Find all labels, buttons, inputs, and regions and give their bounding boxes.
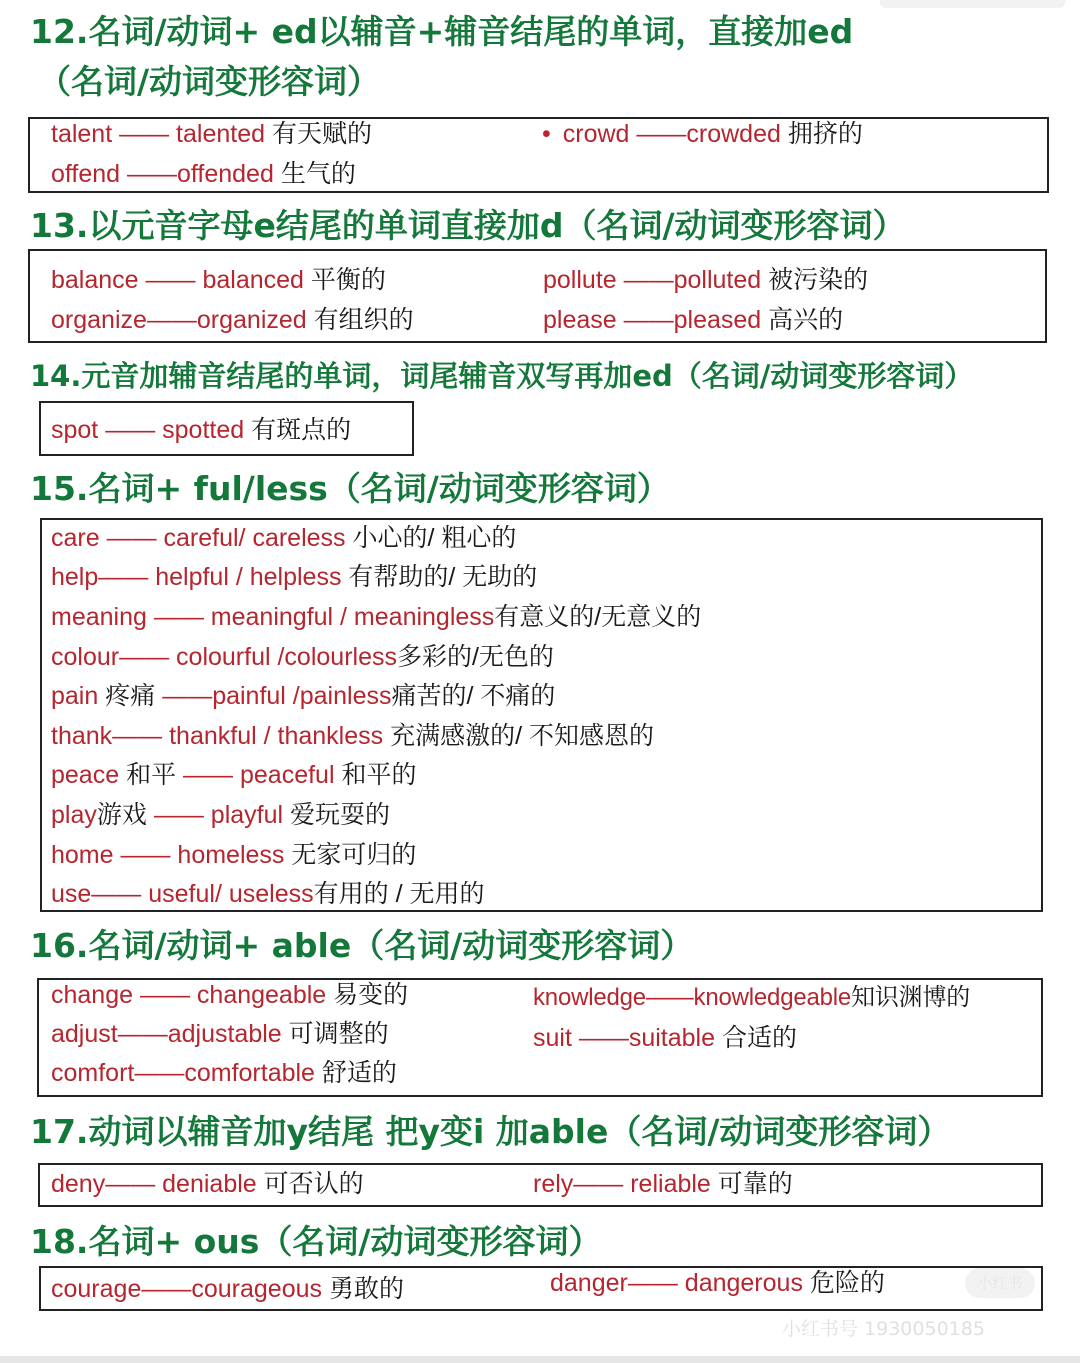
chinese-meaning: 高兴的 (768, 306, 844, 334)
section-13-box (28, 249, 1047, 343)
english-word: —— peaceful (183, 761, 335, 789)
list-item (51, 119, 372, 149)
english-word: balance —— balanced (51, 266, 304, 294)
list-item (51, 415, 351, 445)
english-word: danger—— dangerous (550, 1269, 803, 1297)
english-word: offend ——offended (51, 160, 274, 188)
chinese-meaning: 易变的 (333, 981, 409, 1009)
list-item (51, 760, 416, 790)
english-word: please ——pleased (543, 306, 762, 334)
section-18-box (39, 1266, 1043, 1311)
english-word: comfort——comfortable (51, 1059, 315, 1087)
chinese-meaning: 和平的 (341, 761, 417, 789)
english-word: ——painful /painless (162, 682, 392, 710)
chinese-meaning: 可否认的 (263, 1170, 364, 1198)
list-item (550, 1268, 885, 1298)
chinese-meaning: 平衡的 (310, 266, 386, 294)
list-item (51, 1058, 397, 1088)
chinese-meaning: 知识渊博的 (851, 984, 971, 1011)
english-word: rely—— reliable (533, 1170, 711, 1198)
english-word: adjust——adjustable (51, 1020, 282, 1048)
list-item (51, 562, 537, 592)
chinese-meaning: 有意义的/无意义的 (494, 603, 702, 631)
list-item (543, 305, 843, 335)
english-word: talent —— talented (51, 120, 266, 148)
chinese-meaning: 有天赋的 (271, 120, 372, 148)
english-word: help—— helpful / helpless (51, 563, 342, 591)
list-item (51, 879, 484, 909)
chinese-meaning: 多彩的/无色的 (396, 643, 554, 671)
list-item (51, 1274, 404, 1304)
english-word: care —— careful/ careless (51, 524, 346, 552)
list-item (51, 681, 555, 711)
chinese-meaning: 游戏 (96, 801, 147, 829)
section-17-heading: 17.动词以辅音加y结尾 把y变i 加able（名词/动词变形容词） (30, 1112, 951, 1151)
english-word: knowledge——knowledgeable (533, 984, 852, 1011)
section-17-box (38, 1163, 1043, 1207)
chinese-meaning: 合适的 (721, 1024, 797, 1052)
english-word: thank—— thankful / thankless (51, 722, 384, 750)
chinese-meaning: 和平 (126, 761, 177, 789)
bottom-edge (0, 1356, 1080, 1363)
list-item (543, 265, 868, 295)
english-word: pollute ——polluted (543, 266, 762, 294)
list-item (51, 602, 701, 632)
section-15-box (40, 518, 1043, 912)
english-word: home —— homeless (51, 841, 285, 869)
watermark-text: 小红书号 1930050185 (782, 1318, 985, 1340)
english-word: change —— changeable (51, 981, 327, 1009)
list-item (542, 119, 863, 149)
list-item (51, 800, 390, 830)
english-word: peace (51, 761, 120, 789)
bullet-icon: • (542, 120, 551, 148)
list-item (533, 983, 970, 1013)
chinese-meaning: 可调整的 (288, 1020, 389, 1048)
list-item (51, 265, 386, 295)
chinese-meaning: 勇敢的 (328, 1275, 404, 1303)
chinese-meaning: 可靠的 (717, 1170, 793, 1198)
section-13-heading: 13.以元音字母e结尾的单词直接加d（名词/动词变形容词） (30, 206, 906, 245)
chinese-meaning: 有组织的 (313, 306, 414, 334)
list-item (533, 1023, 797, 1053)
chinese-meaning: 爱玩耍的 (290, 801, 391, 829)
section-12-box (28, 117, 1049, 193)
watermark-logo: 小红书 (965, 1268, 1035, 1298)
section-14-box (39, 401, 414, 456)
section-12-heading: 12.名词/动词+ ed以辅音+辅音结尾的单词，直接加ed (30, 12, 854, 51)
section-16-heading: 16.名词/动词+ able（名词/动词变形容词） (30, 926, 694, 965)
list-item (51, 980, 408, 1010)
chinese-meaning: 充满感激的/ 不知感恩的 (390, 722, 654, 750)
english-word: organize——organized (51, 306, 307, 334)
chinese-meaning: 有帮助的/ 无助的 (348, 563, 538, 591)
english-word: deny—— deniable (51, 1170, 257, 1198)
chinese-meaning: 拥挤的 (787, 120, 863, 148)
section-14-heading: 14.元音加辅音结尾的单词，词尾辅音双写再加ed（名词/动词变形容词） (30, 359, 974, 393)
list-item (51, 721, 654, 751)
chinese-meaning: 无家可归的 (291, 841, 417, 869)
chinese-meaning: 被污染的 (768, 266, 869, 294)
english-word: pain (51, 682, 99, 710)
english-word: use—— useful/ useless (51, 880, 314, 908)
chinese-meaning: 疼痛 (105, 682, 156, 710)
section-18-heading: 18.名词+ ous（名词/动词变形容词） (30, 1222, 602, 1261)
list-item (51, 1169, 364, 1199)
english-word: courage——courageous (51, 1275, 322, 1303)
section-12-heading-sub: （名词/动词变形容词） (38, 62, 381, 101)
section-16-box (37, 978, 1043, 1097)
english-word: colour—— colourful /colourless (51, 643, 397, 671)
section-15-heading: 15.名词+ ful/less（名词/动词变形容词） (30, 469, 670, 508)
list-item (51, 159, 356, 189)
top-edge (880, 0, 1065, 8)
english-word: meaning —— meaningful / meaningless (51, 603, 495, 631)
english-word: suit ——suitable (533, 1024, 716, 1052)
chinese-meaning: 小心的/ 粗心的 (352, 524, 517, 552)
english-word: spot —— spotted (51, 416, 245, 444)
chinese-meaning: 危险的 (809, 1269, 885, 1297)
list-item (51, 1019, 389, 1049)
list-item (51, 642, 554, 672)
chinese-meaning: 痛苦的/ 不痛的 (391, 682, 556, 710)
list-item (533, 1169, 793, 1199)
list-item (51, 840, 416, 870)
chinese-meaning: 有用的 / 无用的 (313, 880, 485, 908)
chinese-meaning: 生气的 (280, 160, 356, 188)
chinese-meaning: 有斑点的 (251, 416, 352, 444)
english-word: —— playful (153, 801, 284, 829)
list-item (51, 305, 414, 335)
english-word: play (51, 801, 97, 829)
english-word: crowd ——crowded (562, 120, 781, 148)
list-item (51, 523, 516, 553)
chinese-meaning: 舒适的 (321, 1059, 397, 1087)
